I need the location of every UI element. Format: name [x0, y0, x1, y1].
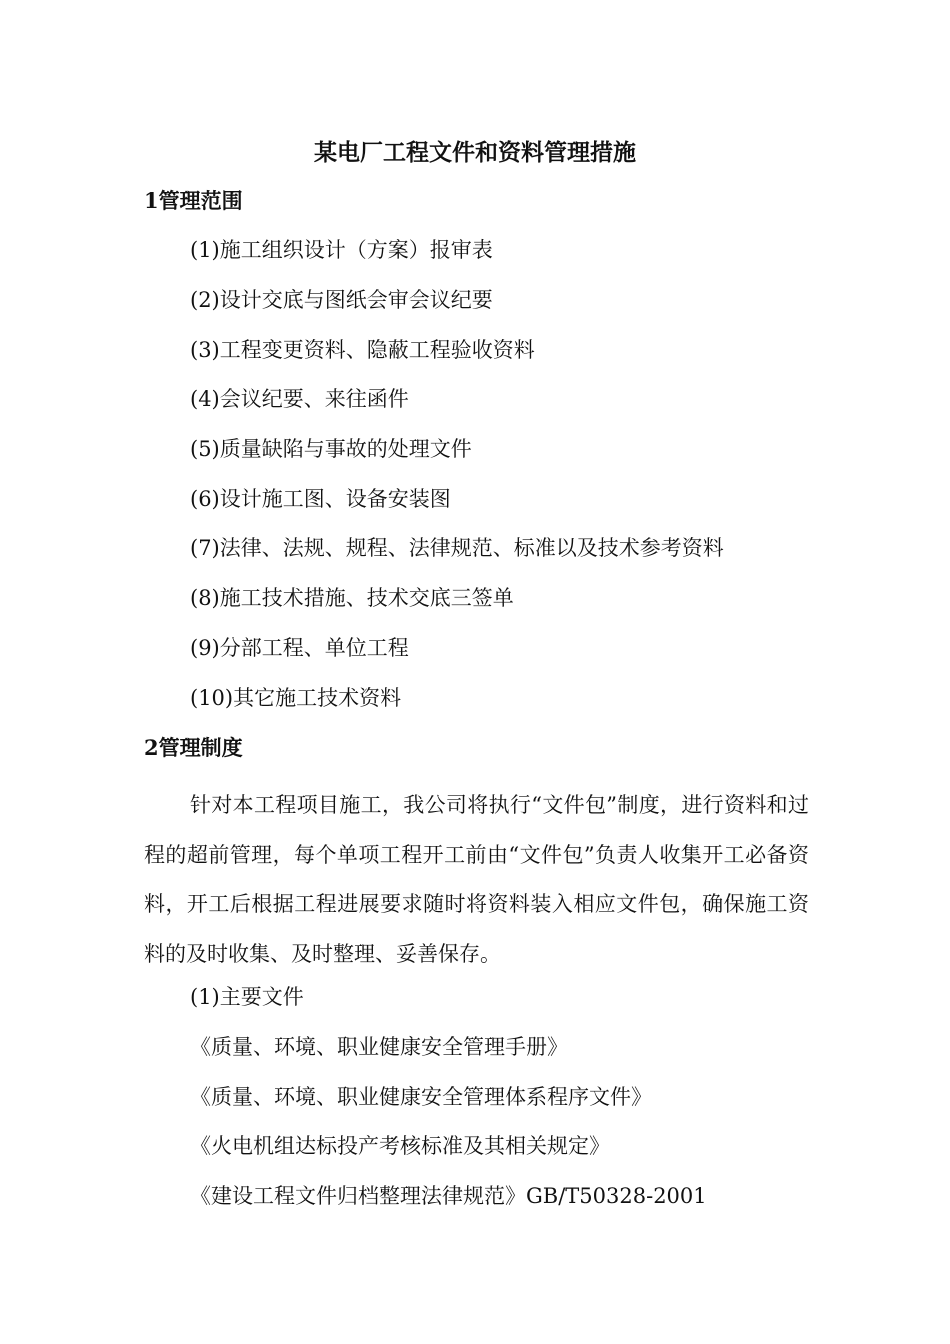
- document-list-item: 《建设工程文件归档整理法律规范》GB/T50328-2001: [190, 1184, 707, 1208]
- document-list-item: 《质量、环境、职业健康安全管理体系程序文件》: [190, 1085, 652, 1109]
- scope-item: (7)法律、法规、规程、法律规范、标准以及技术参考资料: [190, 536, 724, 560]
- document-title: 某电厂工程文件和资料管理措施: [314, 139, 636, 166]
- section-2-paragraph: 针对本工程项目施工，我公司将执行“文件包”制度，进行资料和过程的超前管理，每个单项工程开工前由“文件包”负责人收集开工必备资料，开工后根据工程进展要求随时将资料装入相应文件包，确保施工资料的及时收集、及时整理、妥善保存。: [144, 793, 809, 967]
- scope-item: (1)施工组织设计（方案）报审表: [190, 238, 493, 262]
- section-2-heading: 2管理制度: [144, 735, 243, 760]
- document-list-item: 《质量、环境、职业健康安全管理手册》: [190, 1035, 568, 1059]
- main-documents-subheading: (1)主要文件: [190, 985, 304, 1009]
- scope-item: (3)工程变更资料、隐蔽工程验收资料: [190, 338, 535, 362]
- section-1-heading: 1管理范围: [144, 188, 243, 213]
- scope-item: (9)分部工程、单位工程: [190, 636, 409, 660]
- scope-item: (10)其它施工技术资料: [190, 686, 402, 710]
- document-list-item: 《火电机组达标投产考核标准及其相关规定》: [190, 1134, 610, 1158]
- scope-item: (2)设计交底与图纸会审会议纪要: [190, 288, 493, 312]
- scope-item: (4)会议纪要、来往函件: [190, 387, 409, 411]
- scope-item: (5)质量缺陷与事故的处理文件: [190, 437, 472, 461]
- scope-item: (6)设计施工图、设备安装图: [190, 487, 451, 511]
- scope-item: (8)施工技术措施、技术交底三签单: [190, 586, 514, 610]
